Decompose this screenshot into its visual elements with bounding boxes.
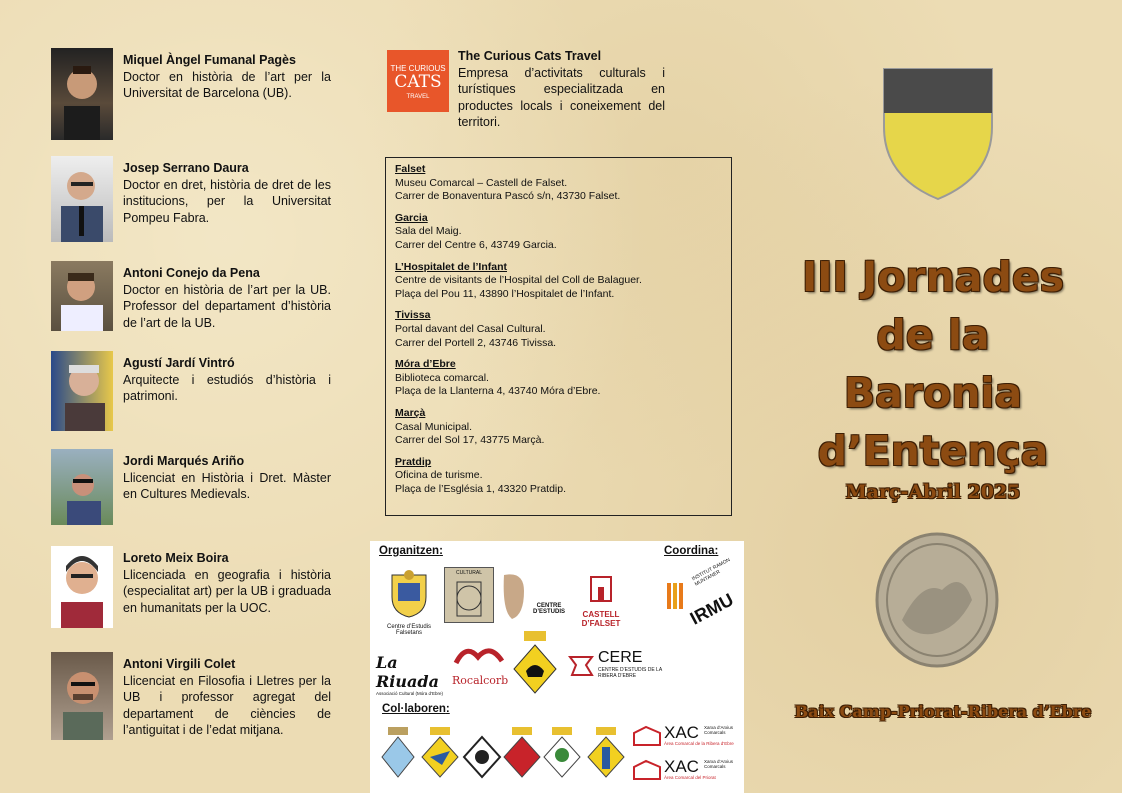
logo-caption: Xarxa d’Arxius Comarcals <box>704 759 734 769</box>
portrait-icon <box>51 48 113 140</box>
shield-icon <box>542 725 582 781</box>
irmu-logo <box>665 557 737 629</box>
speaker-bio: Arquitecte i estudiós d’història i patrimoni. <box>123 372 331 403</box>
speaker-photo <box>51 652 113 740</box>
sponsors-panel <box>370 541 744 793</box>
riuada-logo <box>376 653 456 696</box>
venue <box>395 212 722 253</box>
centre-falsetans-logo <box>384 569 434 636</box>
venue-place: Oficina de turisme. <box>395 469 483 482</box>
speaker-name: Antoni Conejo da Pena <box>123 266 260 280</box>
waves-icon <box>452 641 506 669</box>
logo-text-main: CATS <box>394 72 442 92</box>
speaker-name: Miquel Àngel Fumanal Pagès <box>123 53 296 67</box>
logo-text-top: THE CURIOUS <box>390 64 446 73</box>
centre-estudis-logo <box>498 571 568 626</box>
venue <box>395 407 722 448</box>
region-label: Baix Camp-Priorat-Ribera d’Ebre <box>794 702 1092 721</box>
venue <box>395 163 722 204</box>
shield-icon <box>380 725 416 781</box>
archive-icon <box>632 757 662 781</box>
curious-cats-description <box>458 48 665 131</box>
speaker-photo <box>51 546 113 628</box>
speaker-1 <box>51 48 333 142</box>
xac-logo-1 <box>632 723 742 752</box>
portrait-icon <box>51 449 113 525</box>
logo-text-bottom: TRAVEL <box>406 94 430 100</box>
logo-caption: Centre d’Estudis Falsetans <box>386 624 432 636</box>
title-line: III Jornades <box>801 253 1065 301</box>
seal-icon <box>872 530 1002 675</box>
speaker-5 <box>51 449 333 525</box>
event-title <box>780 248 1086 480</box>
xac-logo-2 <box>632 757 742 786</box>
irmu-wordmark: IRMU <box>686 589 737 629</box>
cere-logo <box>566 651 676 686</box>
speaker-3 <box>51 261 333 331</box>
venue-address: Carrer del Centre 6, 43749 Garcia. <box>395 238 557 251</box>
town-shield-1 <box>380 725 416 786</box>
venues-box <box>385 157 732 516</box>
venue <box>395 261 722 302</box>
speaker-name: Jordi Marqués Ariño <box>123 454 245 468</box>
speaker-bio: Doctor en dret, història de dret de les institucions, per la Universitat Pompeu Fabra. <box>123 177 331 225</box>
logo-caption: Àrea Comarcal de la Ribera d’Ebre <box>664 741 734 746</box>
venue-town: Tivissa <box>395 309 431 322</box>
portrait-icon <box>51 546 113 628</box>
event-dates: Març-Abril 2025 <box>845 481 1021 503</box>
castle-icon <box>576 571 626 605</box>
title-line: Baronia <box>843 369 1023 417</box>
company-description: Empresa d’activitats culturals i turístiques especialitzada en productes locals i coneixement del territori. <box>458 65 665 129</box>
sculpture-icon <box>498 571 528 621</box>
speaker-name: Loreto Meix Boira <box>123 551 229 565</box>
speaker-bio: Llicenciat en Filosofia i Lletres per la UB i professor agregat del departament de ciències de l’antiguitat i de l’edat mitjana. <box>123 673 331 737</box>
bars-icon <box>665 577 689 613</box>
speaker-bio: Doctor en història de l’art per la UB. Professor del departament d’història de l’art de la UB. <box>123 282 331 330</box>
logo-caption: CASTELL D’FALSET <box>581 610 621 628</box>
shield-icon <box>420 725 460 781</box>
speaker-photo <box>51 48 113 140</box>
speaker-2 <box>51 156 333 242</box>
speaker-name: Josep Serrano Daura <box>123 161 249 175</box>
logo-caption: CENTRE D’ESTUDIS <box>532 603 565 615</box>
venue-place: Portal davant del Casal Cultural. <box>395 322 546 335</box>
baronia-shield-logo <box>512 631 558 702</box>
venue-address: Plaça del Pou 11, 43890 l’Hospitalet de l’Infant. <box>395 287 615 300</box>
speaker-bio: Llicenciat en Història i Dret. Màster en Cultures Medievals. <box>123 470 331 501</box>
town-shield-5 <box>542 725 582 786</box>
venue-address: Carrer del Sol 17, 43775 Marçà. <box>395 434 545 447</box>
xac-wordmark: XAC <box>664 723 699 742</box>
venue-address: Carrer del Portell 2, 43746 Tivissa. <box>395 336 557 349</box>
portrait-icon <box>51 652 113 740</box>
venue-address: Plaça de l’Església 1, 43320 Pratdip. <box>395 482 567 495</box>
venue-town: Garcia <box>395 211 428 224</box>
venue-place: Centre de visitants de l’Hospital del Coll de Balaguer. <box>395 274 642 287</box>
organitzen-label: Organitzen: <box>379 545 443 557</box>
town-shield-4 <box>502 725 542 786</box>
town-shield-6 <box>586 725 626 786</box>
archive-icon <box>632 723 662 747</box>
speaker-4 <box>51 351 333 431</box>
coat-of-arms-icon <box>384 569 434 619</box>
venue-place: Biblioteca comarcal. <box>395 371 489 384</box>
logo-caption: CENTRE D’ESTUDIS DE LA RIBERA D’EBRE <box>598 667 662 679</box>
venue-address: Plaça de la Llanterna 4, 43740 Móra d’Ebre. <box>395 385 601 398</box>
cere-wordmark: CERE <box>598 649 643 666</box>
town-shield-3 <box>462 725 502 786</box>
town-shield-2 <box>420 725 460 786</box>
speaker-6 <box>51 546 333 628</box>
shield-icon <box>586 725 626 781</box>
riuada-wordmark: La Riuada <box>376 653 439 691</box>
title-line: d’Entença <box>817 427 1049 475</box>
venue-place: Museu Comarcal – Castell de Falset. <box>395 176 568 189</box>
venue <box>395 456 722 497</box>
portrait-icon <box>51 261 113 331</box>
speaker-name: Antoni Virgili Colet <box>123 657 236 671</box>
speaker-7 <box>51 652 333 740</box>
logo-caption: Associació Cultural (Móra d’Ebre) <box>376 691 444 696</box>
title-line: de la <box>876 311 990 359</box>
curious-cats-logo <box>387 50 449 112</box>
venue <box>395 309 722 350</box>
speaker-photo <box>51 351 113 431</box>
shield-icon <box>512 631 558 697</box>
map-icon <box>566 651 596 681</box>
face-icon <box>445 576 493 620</box>
coordina-label: Coordina: <box>664 545 719 557</box>
shield-icon <box>462 725 502 781</box>
venue-place: Sala del Maig. <box>395 225 462 238</box>
speaker-photo <box>51 449 113 525</box>
cultural-logo <box>444 567 494 623</box>
venue-address: Carrer de Bonaventura Pascó s/n, 43730 Falset. <box>395 190 621 203</box>
baronia-shield-icon <box>882 67 994 201</box>
logo-caption: Xarxa d’Arxius Comarcals <box>704 725 734 735</box>
logo-caption: Àrea Comarcal del Priorat <box>664 775 716 780</box>
rocalcorb-logo <box>452 641 509 687</box>
venue <box>395 358 722 399</box>
logo-caption: CULTURAL <box>455 570 483 576</box>
speaker-photo <box>51 156 113 242</box>
portrait-icon <box>51 156 113 242</box>
xac-wordmark: XAC <box>664 757 699 776</box>
venue-town: Pratdip <box>395 455 432 468</box>
logo-caption: INSTITUT RAMON MUNTANER <box>691 557 732 588</box>
venue-town: Móra d’Ebre <box>395 358 456 371</box>
collaboren-label: Col·laboren: <box>382 703 450 715</box>
venue-town: L’Hospitalet de l’Infant <box>395 260 508 273</box>
speaker-bio: Llicenciada en geografia i història (especialitat art) per la UB i graduada en humanitats per la UOC. <box>123 567 331 615</box>
venue-town: Marçà <box>395 406 426 419</box>
shield-icon <box>502 725 542 781</box>
venue-place: Casal Municipal. <box>395 420 473 433</box>
rocalcorb-wordmark: Rocalcorb <box>452 674 509 687</box>
speaker-photo <box>51 261 113 331</box>
speaker-bio: Doctor en història de l’art per la Universitat de Barcelona (UB). <box>123 69 331 100</box>
company-name: The Curious Cats Travel <box>458 49 602 63</box>
castell-falset-logo <box>576 571 626 628</box>
portrait-icon <box>51 351 113 431</box>
speaker-name: Agustí Jardí Vintró <box>123 356 235 370</box>
venue-town: Falset <box>395 163 426 175</box>
